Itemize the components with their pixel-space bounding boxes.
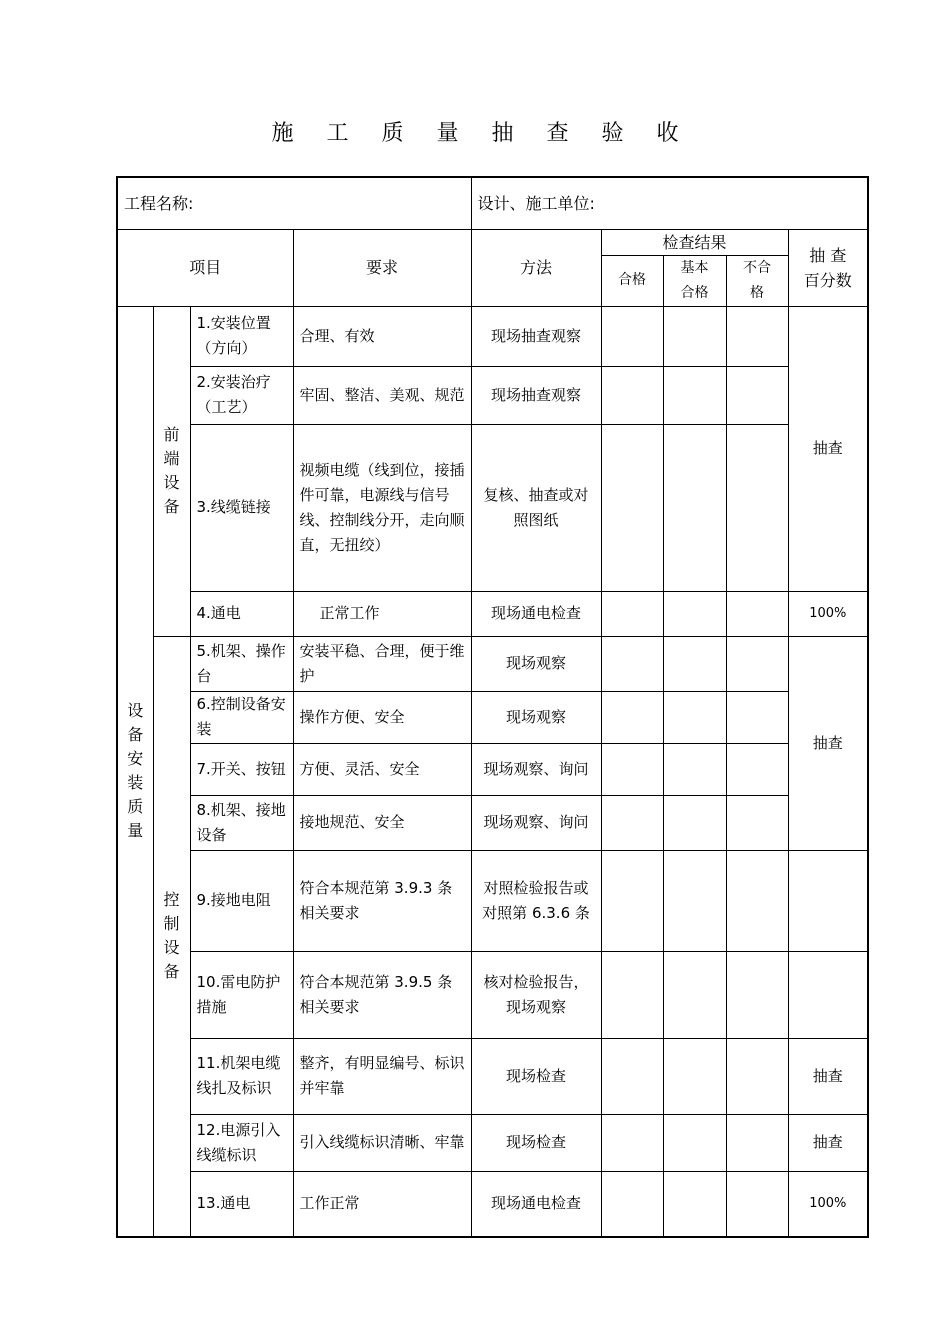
header-requirement: 要求 (293, 229, 471, 306)
row-basic-pass-cell[interactable] (663, 1038, 726, 1114)
row-fail-cell[interactable] (726, 306, 788, 366)
row-method: 现场抽查观察 (471, 366, 601, 424)
row-requirement: 视频电缆（线到位，接插件可靠，电源线与信号线、控制线分开，走向顺直，无扭绞） (293, 424, 471, 591)
row-fail-cell[interactable] (726, 1114, 788, 1171)
row-method: 现场抽查观察 (471, 306, 601, 366)
design-unit-label: 设计、施工单位: (471, 177, 868, 229)
row-requirement: 整齐，有明显编号、标识并牢靠 (293, 1038, 471, 1114)
row-basic-pass-cell[interactable] (663, 424, 726, 591)
table-row (117, 1038, 868, 1114)
row-requirement: 方便、灵活、安全 (293, 743, 471, 795)
row-item: 1.安装位置（方向） (190, 306, 293, 366)
row-pass-cell[interactable] (601, 1038, 663, 1114)
table-row (117, 850, 868, 951)
row-basic-pass-cell[interactable] (663, 1114, 726, 1171)
table-row (117, 424, 868, 591)
row-fail-cell[interactable] (726, 591, 788, 636)
header-percentage-line1: 抽 查 (809, 245, 847, 265)
row-requirement: 安装平稳、合理，便于维护 (293, 636, 471, 691)
group-char: 安 (127, 749, 144, 769)
row-percentage: 抽查 (788, 1114, 868, 1171)
row-pass-cell[interactable] (601, 795, 663, 850)
row-fail-cell[interactable] (726, 1171, 788, 1237)
row-pass-cell[interactable] (601, 1114, 663, 1171)
row-basic-pass-cell[interactable] (663, 366, 726, 424)
header-fail (726, 255, 788, 306)
row-requirement: 操作方便、安全 (293, 691, 471, 743)
row-requirement: 符合本规范第 3.9.3 条相关要求 (293, 850, 471, 951)
table-row (117, 636, 868, 691)
row-fail-cell[interactable] (726, 691, 788, 743)
group-char: 设 (127, 701, 144, 721)
row-pass-cell[interactable] (601, 743, 663, 795)
group-char: 量 (127, 821, 144, 841)
row-item: 9.接地电阻 (190, 850, 293, 951)
row-item: 5.机架、操作台 (190, 636, 293, 691)
group-char: 制 (163, 914, 180, 934)
row-method: 现场观察、询问 (471, 795, 601, 850)
group-front-end (153, 306, 190, 636)
group-char: 质 (127, 797, 144, 817)
row-basic-pass-cell[interactable] (663, 1171, 726, 1237)
row-method: 现场观察 (471, 691, 601, 743)
row-item: 11.机架电缆线扎及标识 (190, 1038, 293, 1114)
row-basic-pass-cell[interactable] (663, 691, 726, 743)
row-basic-pass-cell[interactable] (663, 306, 726, 366)
row-pass-cell[interactable] (601, 1171, 663, 1237)
row-item: 13.通电 (190, 1171, 293, 1237)
group-char: 备 (127, 725, 144, 745)
row-percentage: 抽查 (788, 306, 868, 591)
row-fail-cell[interactable] (726, 366, 788, 424)
row-percentage (788, 850, 868, 951)
inspection-table (116, 176, 869, 1238)
header-percentage-line2: 百分数 (803, 270, 852, 290)
page-title: 施 工 质 量 抽 查 验 收 (271, 121, 692, 146)
group-control (153, 636, 190, 1237)
row-pass-cell[interactable] (601, 691, 663, 743)
row-pass-cell[interactable] (601, 591, 663, 636)
table-row (117, 1171, 868, 1237)
row-requirement: 接地规范、安全 (293, 795, 471, 850)
group-char: 端 (163, 449, 180, 468)
row-method: 现场通电检查 (471, 1171, 601, 1237)
header-basic-pass-line1: 基本 (680, 259, 709, 276)
table-row (117, 691, 868, 743)
group-char: 控 (163, 890, 180, 910)
row-percentage: 抽查 (788, 1038, 868, 1114)
group-equipment-quality (117, 306, 153, 1237)
header-method: 方法 (471, 229, 601, 306)
row-item: 3.线缆链接 (190, 424, 293, 591)
header-result: 检查结果 (601, 229, 788, 255)
row-item: 12.电源引入线缆标识 (190, 1114, 293, 1171)
row-basic-pass-cell[interactable] (663, 591, 726, 636)
row-item: 2.安装治疗（工艺） (190, 366, 293, 424)
row-item: 7.开关、按钮 (190, 743, 293, 795)
group-char: 备 (163, 962, 180, 982)
table-row (117, 591, 868, 636)
row-item: 4.通电 (190, 591, 293, 636)
row-pass-cell[interactable] (601, 424, 663, 591)
row-requirement: 牢固、整洁、美观、规范 (293, 366, 471, 424)
header-basic-pass (663, 255, 726, 306)
row-method: 核对检验报告，现场观察 (471, 951, 601, 1038)
row-requirement: 符合本规范第 3.9.5 条相关要求 (293, 951, 471, 1038)
header-pass: 合格 (601, 255, 663, 306)
group-char: 装 (127, 773, 144, 793)
table-row (117, 366, 868, 424)
row-item: 8.机架、接地设备 (190, 795, 293, 850)
table-row (117, 1114, 868, 1171)
row-method: 现场检查 (471, 1038, 601, 1114)
project-name-label: 工程名称: (117, 177, 471, 229)
row-basic-pass-cell[interactable] (663, 951, 726, 1038)
row-pass-cell[interactable] (601, 850, 663, 951)
row-fail-cell[interactable] (726, 951, 788, 1038)
row-method: 现场检查 (471, 1114, 601, 1171)
row-requirement: 正常工作 (293, 591, 471, 636)
table-row (117, 743, 868, 795)
row-method: 对照检验报告或对照第 6.3.6 条 (471, 850, 601, 951)
row-method: 现场通电检查 (471, 591, 601, 636)
row-percentage: 100% (788, 591, 868, 636)
table-row (117, 951, 868, 1038)
row-basic-pass-cell[interactable] (663, 850, 726, 951)
row-pass-cell[interactable] (601, 306, 663, 366)
row-percentage: 抽查 (788, 636, 868, 850)
group-char: 前 (163, 425, 180, 444)
row-pass-cell[interactable] (601, 951, 663, 1038)
header-fail-line1: 不合 (743, 259, 772, 276)
group-char: 设 (163, 938, 180, 958)
row-pass-cell[interactable] (601, 636, 663, 691)
row-method: 复核、抽查或对照图纸 (471, 424, 601, 591)
table-row (117, 795, 868, 850)
table-row (117, 306, 868, 366)
row-item: 6.控制设备安装 (190, 691, 293, 743)
row-method: 现场观察、询问 (471, 743, 601, 795)
row-percentage: 100% (788, 1171, 868, 1237)
header-fail-line2: 格 (750, 284, 765, 301)
group-char: 备 (163, 497, 180, 516)
row-percentage (788, 951, 868, 1038)
header-percentage (788, 229, 868, 306)
header-basic-pass-line2: 合格 (680, 284, 709, 301)
row-fail-cell[interactable] (726, 795, 788, 850)
row-basic-pass-cell[interactable] (663, 636, 726, 691)
row-requirement: 引入线缆标识清晰、牢靠 (293, 1114, 471, 1171)
row-method: 现场观察 (471, 636, 601, 691)
row-fail-cell[interactable] (726, 636, 788, 691)
header-info-row (117, 177, 868, 229)
row-basic-pass-cell[interactable] (663, 743, 726, 795)
row-item: 10.雷电防护措施 (190, 951, 293, 1038)
row-pass-cell[interactable] (601, 366, 663, 424)
row-basic-pass-cell[interactable] (663, 795, 726, 850)
row-requirement: 合理、有效 (293, 306, 471, 366)
column-header-row (117, 229, 868, 255)
header-item: 项目 (117, 229, 293, 306)
group-char: 设 (163, 473, 180, 492)
row-fail-cell[interactable] (726, 1038, 788, 1114)
row-fail-cell[interactable] (726, 743, 788, 795)
row-requirement: 工作正常 (293, 1171, 471, 1237)
row-fail-cell[interactable] (726, 850, 788, 951)
row-fail-cell[interactable] (726, 424, 788, 591)
